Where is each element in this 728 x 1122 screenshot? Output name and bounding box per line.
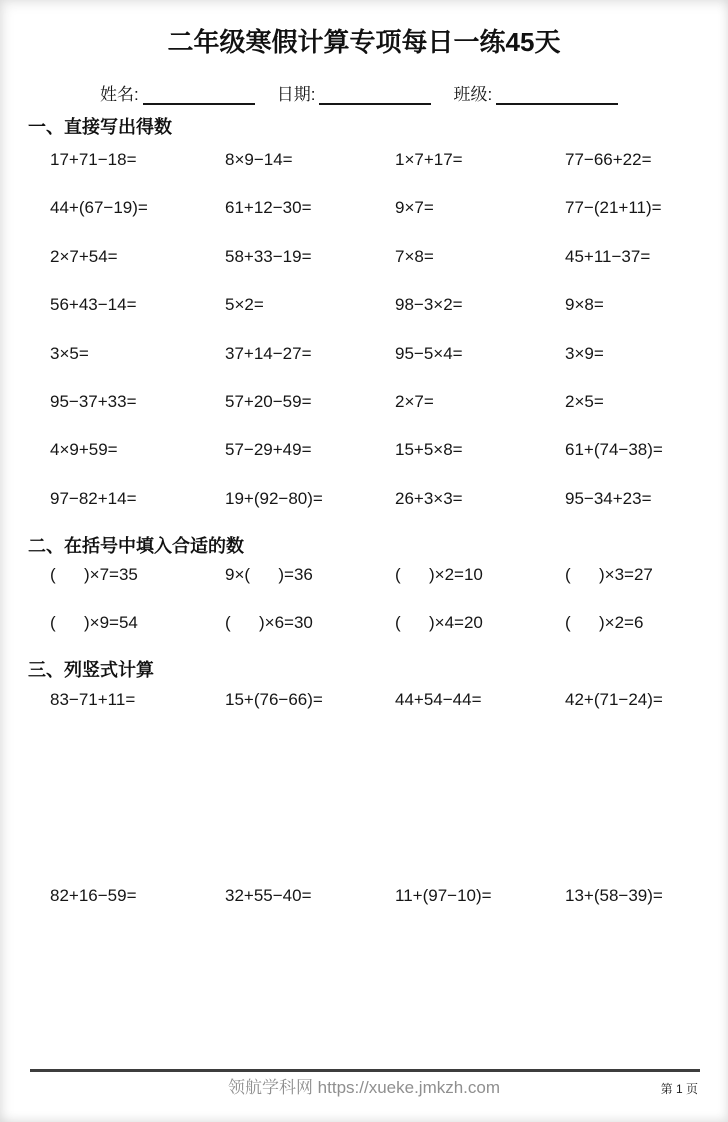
math-problem: 15+5×8= — [395, 440, 463, 460]
math-problem: 56+43−14= — [50, 295, 137, 315]
section-heading: 二、在括号中填入合适的数 — [28, 536, 244, 557]
math-problem: 61+12−30= — [225, 198, 312, 218]
math-problem: 77−66+22= — [565, 150, 652, 169]
problem-row — [50, 391, 698, 439]
header-fields — [100, 85, 728, 105]
footer-divider — [30, 1069, 700, 1072]
class-label: 班级: — [453, 85, 493, 104]
problem-row — [50, 149, 698, 197]
problem-row — [50, 246, 698, 294]
math-problem: 7×8= — [395, 246, 434, 266]
date-blank-line — [319, 86, 431, 105]
math-problem: ( )×6=30 — [225, 613, 313, 633]
math-problem: 9×( )=36 — [225, 565, 313, 585]
math-problem: ( )×7=35 — [50, 565, 138, 585]
math-problem: 26+3×3= — [395, 488, 463, 508]
problem-row — [50, 294, 698, 342]
math-problem: 4×9+59= — [50, 440, 118, 460]
math-problem: 13+(58−39)= — [565, 886, 663, 906]
math-problem: ( )×3=27 — [565, 565, 653, 585]
math-problem: ( )×9=54 — [50, 613, 138, 633]
problem-row — [50, 612, 698, 660]
section-heading: 一、直接写出得数 — [28, 117, 172, 137]
problem-grid — [50, 149, 698, 536]
section-fill-brackets — [0, 536, 728, 660]
problem-row — [50, 439, 698, 487]
section-direct-calculation — [0, 117, 728, 536]
math-problem: 2×7= — [395, 391, 434, 411]
math-problem: 11+(97−10)= — [395, 886, 492, 906]
name-blank-line — [143, 86, 255, 105]
class-field — [453, 85, 618, 105]
math-problem: 45+11−37= — [565, 246, 651, 266]
name-label: 姓名: — [100, 85, 139, 104]
problem-row — [50, 564, 698, 612]
page-title: 二年级寒假计算专项每日一练45天 — [167, 27, 561, 57]
math-problem: 15+(76−66)= — [225, 690, 323, 710]
math-problem: 37+14−27= — [225, 343, 312, 363]
date-field — [277, 85, 432, 105]
problem-grid — [50, 564, 698, 660]
math-problem: 77−(21+11)= — [565, 198, 662, 218]
date-label: 日期: — [276, 85, 316, 104]
section-vertical-calculation — [0, 660, 728, 907]
problem-row — [50, 488, 698, 536]
math-problem: 57+20−59= — [225, 391, 312, 411]
math-problem: 82+16−59= — [50, 886, 137, 906]
math-problem: 44+(67−19)= — [50, 198, 148, 218]
math-problem: 2×5= — [565, 391, 604, 411]
math-problem: 42+(71−24)= — [565, 690, 663, 710]
math-problem: 1×7+17= — [395, 150, 463, 169]
name-field — [100, 85, 255, 105]
problem-row — [50, 885, 698, 907]
class-blank-line — [496, 86, 618, 105]
problem-row — [50, 197, 698, 245]
math-problem: 95−5×4= — [395, 343, 463, 363]
math-problem: 8×9−14= — [225, 150, 293, 169]
problem-grid — [50, 689, 698, 907]
math-problem: 2×7+54= — [50, 246, 118, 266]
math-problem: 32+55−40= — [225, 886, 312, 906]
math-problem: ( )×2=6 — [565, 613, 644, 633]
math-problem: 3×5= — [50, 343, 89, 363]
math-problem: 19+(92−80)= — [225, 488, 323, 508]
math-problem: 5×2= — [225, 295, 264, 315]
section-heading: 三、列竖式计算 — [28, 660, 154, 681]
math-problem: ( )×4=20 — [395, 613, 483, 633]
math-problem: 98−3×2= — [395, 295, 463, 315]
math-problem: 17+71−18= — [50, 150, 137, 169]
page-number: 第 1 页 — [660, 1082, 698, 1096]
watermark-text: 领航学科网 https://xueke.jmkzh.com — [227, 1078, 501, 1097]
math-problem: 44+54−44= — [395, 690, 482, 710]
math-problem: 97−82+14= — [50, 488, 137, 508]
math-problem: ( )×2=10 — [395, 565, 483, 585]
math-problem: 58+33−19= — [225, 246, 312, 266]
problem-row — [50, 689, 698, 711]
math-problem: 61+(74−38)= — [565, 440, 663, 460]
math-problem: 95−37+33= — [50, 391, 137, 411]
math-problem: 3×9= — [565, 343, 604, 363]
math-problem: 9×7= — [395, 198, 434, 218]
math-problem: 83−71+11= — [50, 690, 136, 710]
math-problem: 9×8= — [565, 295, 604, 315]
math-problem: 95−34+23= — [565, 488, 652, 508]
problem-row — [50, 343, 698, 391]
math-problem: 57−29+49= — [225, 440, 312, 460]
